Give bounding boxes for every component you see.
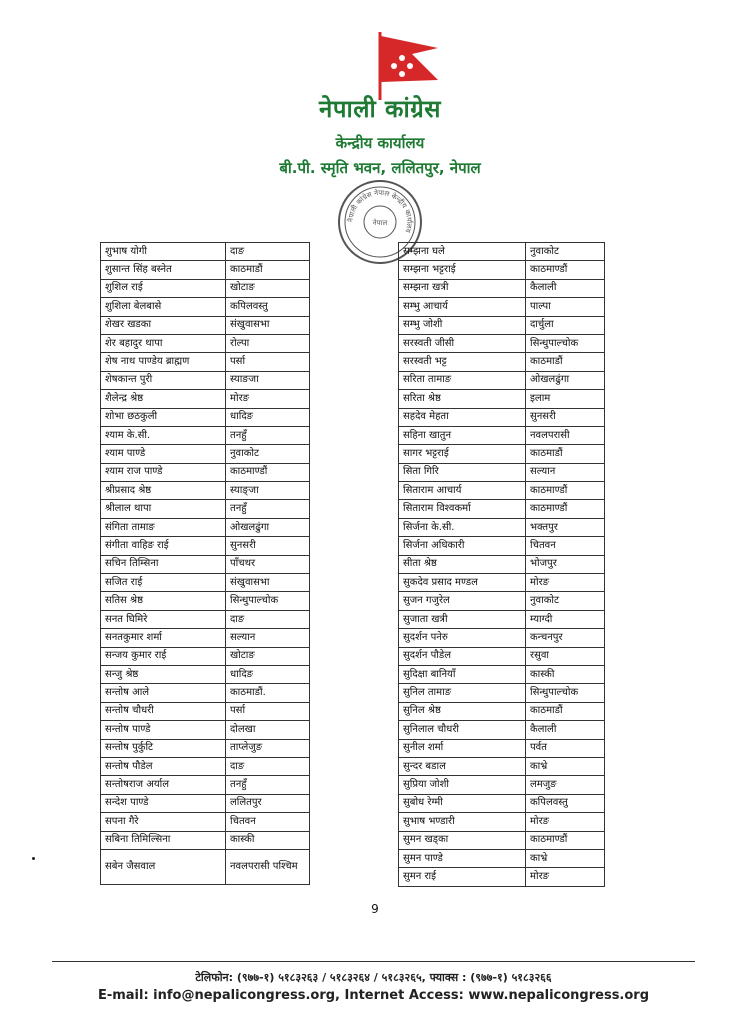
member-district: ताप्लेजुङ — [226, 739, 310, 757]
member-name: सचिन तिम्सिना — [101, 555, 226, 573]
member-name: श्रीप्रसाद श्रेष्ठ — [101, 482, 226, 500]
member-name: सन्तोष आले — [101, 684, 226, 702]
member-name: सन्देश पाण्डे — [101, 794, 226, 812]
member-name: सजित राई — [101, 574, 226, 592]
table-row — [399, 831, 605, 849]
member-district: चितवन — [226, 813, 310, 831]
member-district: कपिलवस्तु — [526, 794, 605, 812]
member-district: तनहुँ — [226, 426, 310, 444]
member-district: नुवाकोट — [526, 592, 605, 610]
member-district: भोजपुर — [526, 555, 605, 573]
member-name: सुनील शर्मा — [399, 739, 526, 757]
table-row — [399, 482, 605, 500]
member-district: खोटाङ — [226, 279, 310, 297]
member-name: सुन्दर बडाल — [399, 757, 526, 775]
member-name: सुदर्शन पनेरु — [399, 629, 526, 647]
table-row — [399, 592, 605, 610]
table-row — [101, 721, 310, 739]
member-name: शुसान्त सिंह बस्नेत — [101, 261, 226, 279]
member-name: सुनिल तामाङ — [399, 684, 526, 702]
member-district: दार्चुला — [526, 316, 605, 334]
member-name: सहदेव मेहता — [399, 408, 526, 426]
member-district: नवलपरासी पश्चिम — [226, 849, 310, 884]
table-row — [101, 426, 310, 444]
member-district: काठमाडौं — [526, 702, 605, 720]
member-district: स्याङ्जा — [226, 482, 310, 500]
member-name: सहिना खातुन — [399, 426, 526, 444]
member-name: शैलेन्द्र श्रेष्ठ — [101, 390, 226, 408]
member-district: भक्तपुर — [526, 518, 605, 536]
member-name: शेर बहादुर थापा — [101, 334, 226, 352]
table-row — [101, 537, 310, 555]
member-district: सिन्धुपाल्चोक — [526, 684, 605, 702]
member-district: मोरङ — [526, 574, 605, 592]
member-district: धादिङ — [226, 665, 310, 683]
member-name: सुनिल श्रेष्ठ — [399, 702, 526, 720]
table-row — [101, 500, 310, 518]
table-row — [399, 243, 605, 261]
member-name: श्रीलाल थापा — [101, 500, 226, 518]
member-district: काठमाण्डौं — [526, 261, 605, 279]
member-district: काठमाडौं. — [226, 684, 310, 702]
member-district: नुवाकोट — [226, 445, 310, 463]
table-row — [101, 647, 310, 665]
member-name: सन्तोष चौधरी — [101, 702, 226, 720]
member-name: शेखर खडका — [101, 316, 226, 334]
member-district: दाङ — [226, 243, 310, 261]
member-district: तनहुँ — [226, 776, 310, 794]
member-district: धादिङ — [226, 408, 310, 426]
member-district: सुनसरी — [226, 537, 310, 555]
table-row — [399, 813, 605, 831]
member-district: पर्वत — [526, 739, 605, 757]
member-name: सन्जु श्रेष्ठ — [101, 665, 226, 683]
table-row — [399, 334, 605, 352]
member-name: सम्झना खत्री — [399, 279, 526, 297]
member-district: कपिलवस्तु — [226, 298, 310, 316]
member-name: सुप्रिया जोशी — [399, 776, 526, 794]
member-name: सन्तोष पौडेल — [101, 757, 226, 775]
member-district: काठमाडौं — [526, 445, 605, 463]
member-name: सिर्जना के.सी. — [399, 518, 526, 536]
member-name: सबिना तिमिल्सिना — [101, 831, 226, 849]
member-name: सरस्वती भट्ट — [399, 353, 526, 371]
member-district: पर्सा — [226, 353, 310, 371]
member-district: ओखलढुंगा — [526, 371, 605, 389]
member-district: लमजुङ — [526, 776, 605, 794]
member-district: काठमाडौं — [226, 261, 310, 279]
member-name: सुदिक्षा बानियाँ — [399, 665, 526, 683]
member-name: सनत घिमिरे — [101, 610, 226, 628]
table-row — [101, 813, 310, 831]
table-row — [101, 555, 310, 573]
table-row — [399, 868, 605, 886]
member-district: काठमाण्डौं — [226, 463, 310, 481]
member-name: सम्झना भट्टराई — [399, 261, 526, 279]
member-district: रसुवा — [526, 647, 605, 665]
table-row — [101, 334, 310, 352]
table-row — [399, 463, 605, 481]
table-row — [399, 316, 605, 334]
table-row — [399, 684, 605, 702]
table-row — [101, 702, 310, 720]
member-district: काठमाण्डौं — [526, 831, 605, 849]
member-name: सिर्जना अधिकारी — [399, 537, 526, 555]
member-district: कैलाली — [526, 721, 605, 739]
table-row — [399, 665, 605, 683]
member-name: श्याम के.सी. — [101, 426, 226, 444]
member-district: संखुवासभा — [226, 316, 310, 334]
member-name: शुशिल राई — [101, 279, 226, 297]
member-name: शुशिला बेलबासे — [101, 298, 226, 316]
member-district: रोल्पा — [226, 334, 310, 352]
table-row — [101, 831, 310, 849]
table-row — [399, 574, 605, 592]
member-name: सुमन पाण्डे — [399, 849, 526, 867]
table-row — [101, 482, 310, 500]
member-name: सुमन खड्का — [399, 831, 526, 849]
member-district: काभ्रे — [526, 757, 605, 775]
member-district: कन्चनपुर — [526, 629, 605, 647]
party-flag-icon — [372, 30, 444, 100]
member-name: श्याम राज पाण्डे — [101, 463, 226, 481]
member-name: शोभा छठकुली — [101, 408, 226, 426]
table-row — [399, 371, 605, 389]
seal-center: नेपाल — [372, 219, 388, 227]
member-district: सल्यान — [526, 463, 605, 481]
table-row — [399, 426, 605, 444]
table-row — [399, 298, 605, 316]
member-name: सागर भट्टराई — [399, 445, 526, 463]
footer-phone: टेलिफोन: (९७७-१) ५१८३२६३ / ५१८३२६४ / ५१८३२६५, फ्याक्स : (९७७-१) ५१८३२६६ — [195, 971, 552, 984]
member-name: सुभाष भण्डारी — [399, 813, 526, 831]
member-district: पाल्पा — [526, 298, 605, 316]
page-number: 9 — [371, 902, 379, 916]
member-district: काठमाडौं — [526, 353, 605, 371]
member-district: तनहुँ — [226, 500, 310, 518]
table-row — [101, 316, 310, 334]
table-row — [399, 739, 605, 757]
table-row — [101, 518, 310, 536]
member-name: सबेन जैसवाल — [101, 849, 226, 884]
table-row — [399, 500, 605, 518]
member-district: काभ्रे — [526, 849, 605, 867]
member-district: पाँचथर — [226, 555, 310, 573]
member-district: काठमाण्डौं — [526, 482, 605, 500]
table-row — [399, 555, 605, 573]
members-table-right — [398, 242, 605, 887]
table-row — [101, 243, 310, 261]
member-district: स्याङजा — [226, 371, 310, 389]
member-district: खोटाङ — [226, 647, 310, 665]
seal-text: नेपाली कांग्रेस नेपाल केन्द्रीय कार्यालय — [346, 188, 414, 234]
member-district: मोरङ — [526, 813, 605, 831]
office-title: केन्द्रीय कार्यालय — [335, 134, 425, 152]
table-row — [399, 390, 605, 408]
member-name: सुमन राई — [399, 868, 526, 886]
member-district: सुनसरी — [526, 408, 605, 426]
scan-speck — [32, 857, 35, 860]
member-district: ओखलढुंगा — [226, 518, 310, 536]
table-row — [399, 261, 605, 279]
table-row — [101, 684, 310, 702]
table-row — [101, 445, 310, 463]
member-name: सरिता तामाङ — [399, 371, 526, 389]
member-district: म्याग्दी — [526, 610, 605, 628]
table-row — [101, 739, 310, 757]
table-row — [399, 629, 605, 647]
table-row — [101, 592, 310, 610]
table-row — [399, 794, 605, 812]
table-row — [101, 353, 310, 371]
footer-divider — [52, 961, 695, 962]
table-row — [101, 757, 310, 775]
member-name: सीता श्रेष्ठ — [399, 555, 526, 573]
member-name: सनतकुमार शर्मा — [101, 629, 226, 647]
member-district: मोरङ — [226, 390, 310, 408]
table-row — [101, 298, 310, 316]
table-row — [101, 279, 310, 297]
letterhead — [0, 0, 747, 240]
member-district: सिन्धुपाल्चोक — [526, 334, 605, 352]
table-row — [399, 610, 605, 628]
member-district: पर्सा — [226, 702, 310, 720]
member-name: सतिस श्रेष्ठ — [101, 592, 226, 610]
member-name: सुजाता खत्री — [399, 610, 526, 628]
table-row — [399, 279, 605, 297]
member-name: सन्तोष पुर्कुटि — [101, 739, 226, 757]
member-name: सन्तोष पाण्डे — [101, 721, 226, 739]
table-row — [101, 261, 310, 279]
table-row — [399, 537, 605, 555]
table-row — [101, 408, 310, 426]
svg-text:नेपाली कांग्रेस नेपाल केन्द्री — [346, 188, 414, 234]
members-table-left — [100, 242, 310, 885]
member-name: सम्झना घले — [399, 243, 526, 261]
table-row — [101, 849, 310, 884]
table-row — [101, 629, 310, 647]
member-name: सुजन गजुरेल — [399, 592, 526, 610]
office-address: बी.पी. स्मृति भवन, ललितपुर, नेपाल — [279, 159, 481, 177]
member-name: सुबोध रेग्मी — [399, 794, 526, 812]
member-name: सपना गैरे — [101, 813, 226, 831]
member-name: सन्जय कुमार राई — [101, 647, 226, 665]
table-row — [399, 353, 605, 371]
table-row — [101, 776, 310, 794]
member-name: सरस्वती जीसी — [399, 334, 526, 352]
member-name: संगीता वाहिङ राई — [101, 537, 226, 555]
member-district: इलाम — [526, 390, 605, 408]
member-name: श्याम पाण्डे — [101, 445, 226, 463]
member-district: चितवन — [526, 537, 605, 555]
table-row — [399, 757, 605, 775]
member-name: सुदर्शन पौडेल — [399, 647, 526, 665]
member-district: दाङ — [226, 757, 310, 775]
member-district: संखुवासभा — [226, 574, 310, 592]
table-row — [101, 574, 310, 592]
member-district: मोरङ — [526, 868, 605, 886]
member-name: सिता गिरि — [399, 463, 526, 481]
member-name: शुभाष योगी — [101, 243, 226, 261]
member-name: सुकदेव प्रसाद मण्डल — [399, 574, 526, 592]
member-name: सिताराम विश्वकर्मा — [399, 500, 526, 518]
table-row — [399, 702, 605, 720]
member-name: सिताराम आचार्य — [399, 482, 526, 500]
member-district: सल्यान — [226, 629, 310, 647]
member-district: कास्की — [226, 831, 310, 849]
table-row — [101, 610, 310, 628]
table-row — [101, 371, 310, 389]
party-name: नेपाली कांग्रेस — [319, 95, 441, 123]
member-name: सुनिलाल चौधरी — [399, 721, 526, 739]
member-name: सम्भु जोशी — [399, 316, 526, 334]
table-row — [399, 776, 605, 794]
table-row — [101, 463, 310, 481]
table-row — [399, 849, 605, 867]
member-district: नुवाकोट — [526, 243, 605, 261]
member-district: नवलपरासी — [526, 426, 605, 444]
member-name: शेषकान्त पुरी — [101, 371, 226, 389]
table-row — [399, 518, 605, 536]
member-name: सन्तोषराज अर्याल — [101, 776, 226, 794]
table-row — [101, 794, 310, 812]
table-row — [399, 721, 605, 739]
member-district: दोलखा — [226, 721, 310, 739]
member-district: कैलाली — [526, 279, 605, 297]
table-row — [399, 445, 605, 463]
member-name: सरिता श्रेष्ठ — [399, 390, 526, 408]
table-row — [399, 647, 605, 665]
member-district: ललितपुर — [226, 794, 310, 812]
member-name: शेष नाथ पाण्डेय ब्राह्मण — [101, 353, 226, 371]
footer-email: E-mail: info@nepalicongress.org, Internet Access: www.nepalicongress.org — [97, 988, 650, 1003]
member-name: सम्भु आचार्य — [399, 298, 526, 316]
member-district: सिन्धुपाल्चोक — [226, 592, 310, 610]
table-row — [399, 408, 605, 426]
member-name: संगिता तामाङ — [101, 518, 226, 536]
member-district: काठमाण्डौं — [526, 500, 605, 518]
member-district: कास्की — [526, 665, 605, 683]
table-row — [101, 390, 310, 408]
member-district: दाङ — [226, 610, 310, 628]
table-row — [101, 665, 310, 683]
